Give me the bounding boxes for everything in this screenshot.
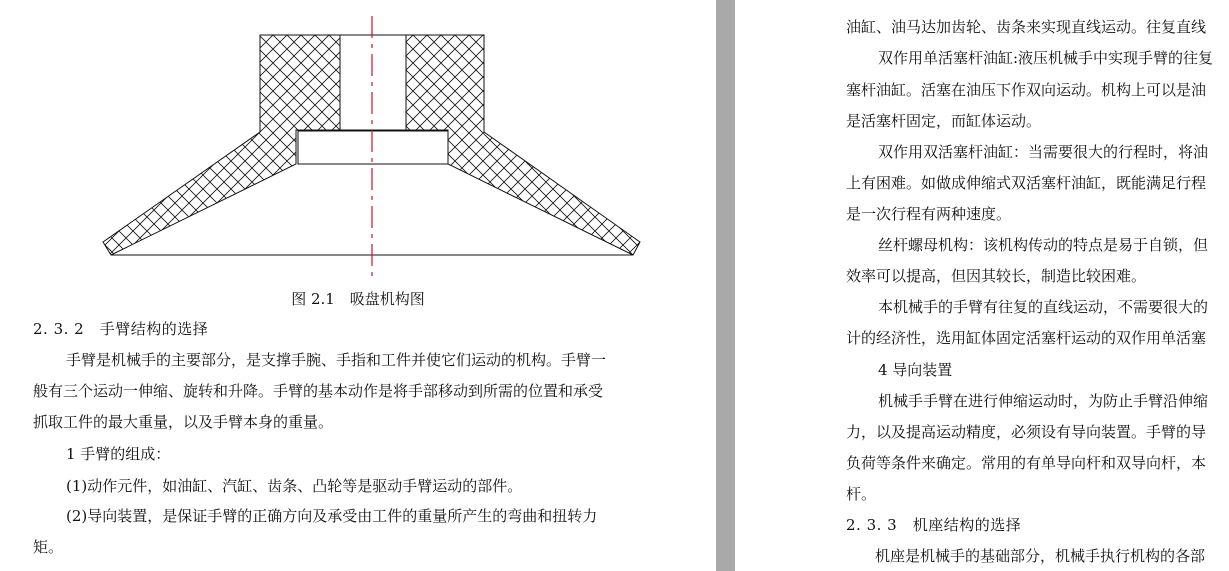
document-page-right (735, 0, 1229, 571)
section-heading: 2. 3. 2 手臂结构的选择 (33, 320, 209, 338)
body-line: 双作用双活塞杆油缸：当需要很大的行程时，将油 (878, 143, 1209, 161)
body-line: 力，以及提高运动精度，必须设有导向装置。手臂的导 (846, 423, 1207, 441)
body-line: 1 手臂的组成： (66, 445, 171, 463)
body-line: 负荷等条件来确定。常用的有单导向杆和双导向杆，本 (846, 454, 1207, 472)
body-line: 矩。 (33, 538, 64, 556)
figure-caption: 图 2.1 吸盘机构图 (291, 290, 425, 308)
body-line: (2)导向装置，是保证手臂的正确方向及承受由工件的重量所产生的弯曲和扭转力 (66, 507, 598, 525)
body-line: 上有困难。如做成伸缩式双活塞杆油缸，既能满足行程 (846, 174, 1207, 192)
body-line: 是活塞杆固定，而缸体运动。 (846, 112, 1042, 130)
body-line: 效率可以提高，但因其较长，制造比较困难。 (846, 267, 1147, 285)
suction-cup-mechanism-figure (95, 14, 645, 280)
body-line: 塞杆油缸。活塞在油压下作双向运动。机构上可以是油 (846, 81, 1207, 99)
body-line: 般有三个运动一伸缩、旋转和升降。手臂的基本动作是将手部移动到所需的位置和承受 (33, 382, 604, 400)
body-line: 抓取工件的最大重量，以及手臂本身的重量。 (33, 413, 334, 431)
body-line: 机座是机械手的基础部分，机械手执行机构的各部 (875, 547, 1206, 565)
body-line: 双作用单活塞杆油缸:液压机械手中实现手臂的往复 (878, 49, 1214, 67)
section-heading: 2. 3. 3 机座结构的选择 (846, 516, 1022, 534)
body-line: 机械手手臂在进行伸缩运动时，为防止手臂沿伸缩 (878, 392, 1209, 410)
body-line: 丝杆螺母机构：该机构传动的特点是易于自锁，但 (878, 236, 1209, 254)
subheading: 4 导向装置 (878, 361, 953, 379)
bore (340, 35, 406, 130)
body-line: 手臂是机械手的主要部分，是支撑手腕、手指和工件并使它们运动的机构。手臂一 (66, 351, 607, 369)
body-line: 杆。 (846, 485, 877, 503)
body-line: 油缸、油马达加齿轮、齿条来实现直线运动。往复直线 (846, 18, 1207, 36)
inner-chamber (298, 131, 448, 164)
body-line: 计的经济性，选用缸体固定活塞杆运动的双作用单活塞 (846, 329, 1207, 347)
body-line: (1)动作元件，如油缸、汽缸、齿条、凸轮等是驱动手臂运动的部件。 (66, 477, 523, 495)
body-line: 是一次行程有两种速度。 (846, 205, 1012, 223)
body-line: 本机械手的手臂有往复的直线运动，不需要很大的 (878, 298, 1209, 316)
